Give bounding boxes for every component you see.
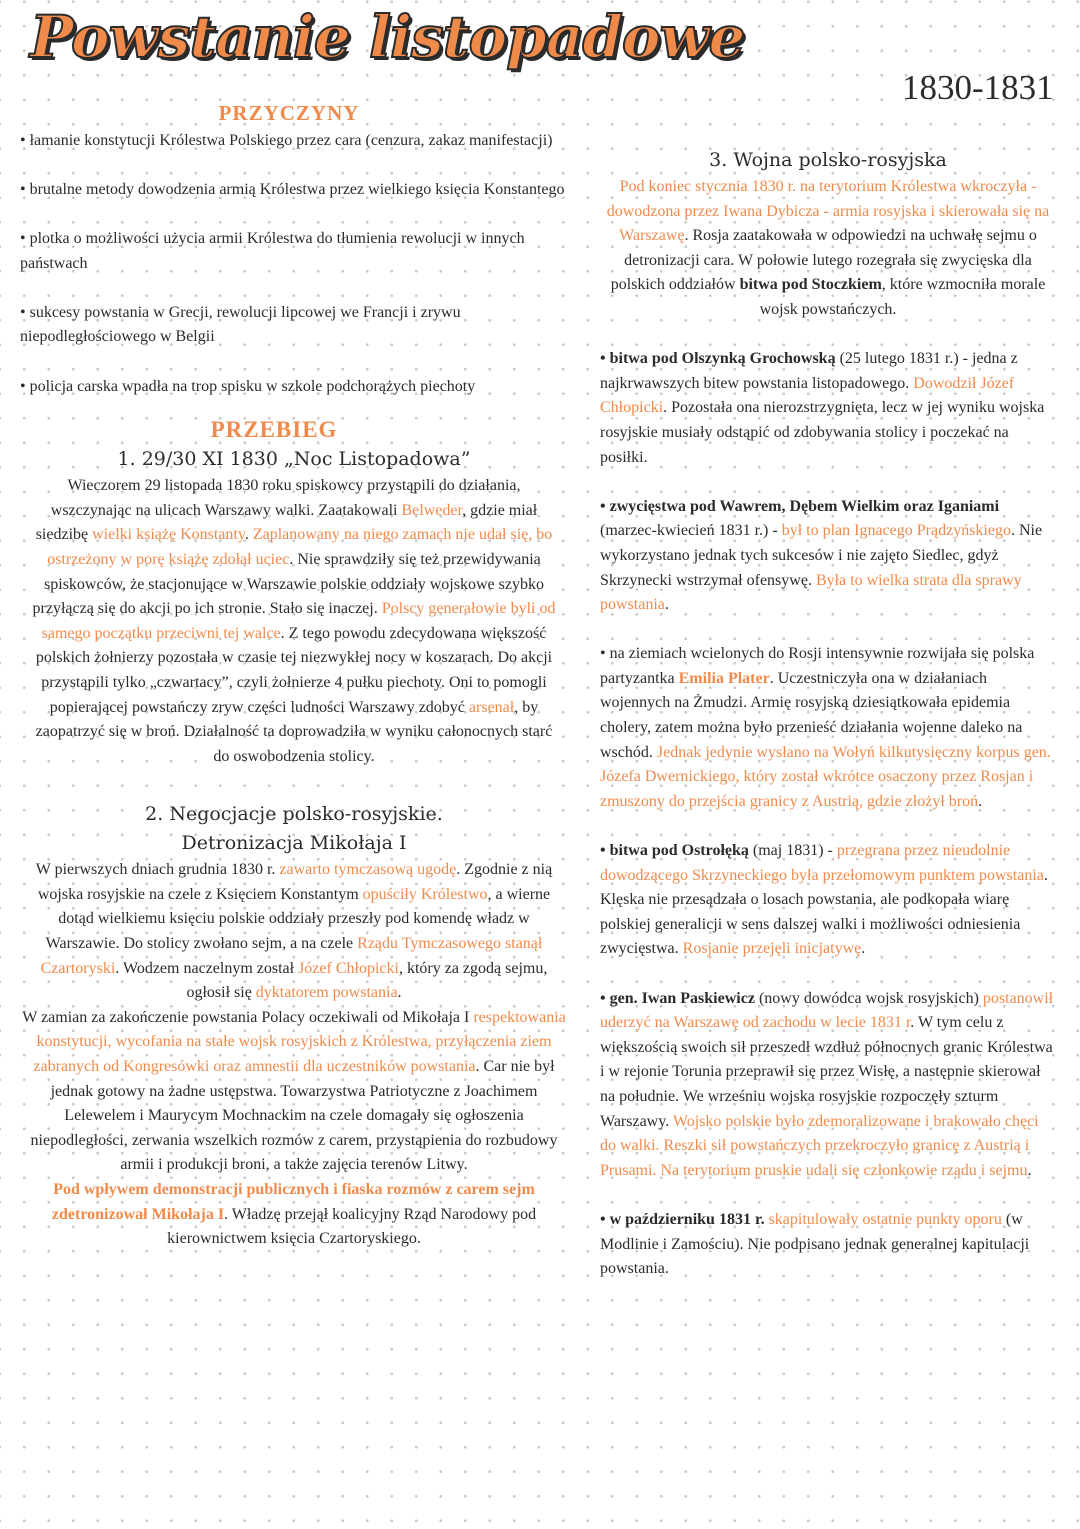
highlight-text: Rządu Tymczasowego stanął Czartoryski — [40, 935, 543, 977]
text-run: . — [664, 596, 669, 614]
highlight-text: Polscy generałowie byli od samego początku przeciwni tej walce — [41, 600, 556, 642]
highlight-text: Pod koniec stycznia 1830 r. na terytorium Królestwa wkroczyła - dowodzona przez Iwana Dybicza - armia rosyjska i skierowała się na Warszawę — [606, 178, 1050, 245]
section-1-text — [20, 474, 568, 769]
highlight-text: Była to wielka strata dla sprawy powstania — [600, 571, 1022, 614]
text-run: . Wodzem naczelnym został — [115, 959, 299, 977]
text-run: W zamian za zakończenie powstania Polacy oczekiwali od Mikołaja I — [22, 1008, 474, 1026]
text-run: . — [1027, 1161, 1032, 1179]
text-run: (maj 1831) - — [748, 842, 837, 860]
przyczyny-list — [20, 129, 568, 399]
text-run: , a wierne dotąd wielkiemu księciu polskie oddziały przeszły pod komendę władz w Warszawie. Do stolicy zwołano sejm, a na czele — [45, 885, 551, 953]
list-item — [600, 987, 1056, 1184]
przebieg-heading: PRZEBIEG — [210, 417, 338, 443]
text-run: . Klęska nie przesądzała o losach powstania, ale podkopała wiarę polskiej generalicji w sens dalszej walki i możliwości odniesienia zwycięstwa. — [600, 866, 1048, 958]
text-run: . Rosja zaatakowała w odpowiedzi na uchwałę sejmu o detronizacji cara. W połowie lutego rozegrała się zwycięska dla polskich oddziałów — [610, 227, 1037, 294]
text-run: , które wzmocniła morale wojsk powstańczych. — [759, 276, 1046, 318]
highlight-text: skapitulowały ostatnie punkty oporu — [768, 1210, 1002, 1228]
section-2-text-1 — [20, 858, 568, 1006]
list-item — [600, 642, 1056, 814]
bold-text: bitwa pod Stoczkiem — [739, 276, 882, 294]
text-run: . — [861, 940, 866, 958]
bold-text: • bitwa pod Ostrołęką — [600, 842, 749, 860]
section-2-heading: 2. Negocjacje polsko-rosyjskie. Detronizacja Mikołaja I — [145, 803, 443, 855]
list-item: • plotka o możliwości użycia armii Królestwa do tłumienia rewolucji w innych państwach — [20, 230, 525, 272]
text-run: . Władzę przejął koalicyjny Rząd Narodowy pod kierownictwem księcia Czartoryskiego. — [167, 1205, 537, 1248]
list-item: • brutalne metody dowodzenia armią Królestwa przez wielkiego księcia Konstantego — [20, 181, 565, 199]
list-item — [600, 495, 1056, 618]
highlight-text: przegrana przez nieudolnie dowodzącego Skrzyneckiego była przełomowym punktem powstania — [600, 842, 1044, 884]
highlight-text: był to plan Ignacego Prądzyńskiego — [781, 522, 1011, 540]
highlight-text: Dowodził Józef Chłopicki — [600, 374, 1015, 417]
text-run: . Car nie był jednak gotowy na żadne ustępstwa. Towarzystwa Patriotyczne z Joachimem Lelewelem i Maurycym Mochnackim na czele domagały się ogłoszenia niepodległości, zerwania wszelkich rozmów z carem, przystąpienia do rozbudowy armii i produkcji broni, a także zajęcia terenów Litwy. — [30, 1058, 558, 1174]
text-run: (25 lutego 1831 r.) - jedna z najkrwawszych bitew powstania listopadowego. — [600, 350, 1018, 392]
list-item — [600, 1208, 1056, 1282]
highlight-text: opuściły Królestwo — [362, 885, 488, 903]
highlight-text: dyktatorem powstania — [255, 984, 398, 1002]
przyczyny-heading: PRZYCZYNY — [218, 101, 360, 125]
years-label: 1830-1831 — [902, 68, 1054, 107]
text-run: . Nie wykorzystano jednak tych sukcesów i nie zajęto Siedlec, gdyż Skrzynecki wstrzymał ofensywę. — [600, 522, 1043, 589]
text-run: . — [397, 984, 402, 1002]
text-run: (w Modlinie i Zamościu). Nie podpisano jednak generalnej kapitulacji powstania. — [600, 1210, 1030, 1278]
text-run: , który za zgodą sejmu, ogłosił się — [186, 959, 548, 1002]
right-column — [600, 146, 1056, 1306]
text-run: . — [244, 526, 253, 544]
text-run: . W tym celu z większością swoich sił przeszedł wzdłuż północnych granic Królestwa i w rejonie Torunia przeprawił się przez Wisłę, a następnie skierował na południe. We wrześniu wojska rosyjskie rozpoczęły szturm Warszawy. — [600, 1014, 1053, 1130]
highlight-text: Zaplanowany na niego zamach nie udał się, bo ostrzeżony w porę książę zdołał uciec — [47, 526, 553, 568]
highlight-text: Jednak jedynie wysłano na Wołyń kilkutysięczny korpus gen. Józefa Dwernickiego, który został wkrótce osaczony przez Rosjan i zmuszony do przejścia granicy z Austrią, gdzie złożył broń — [600, 743, 1051, 810]
highlight-text: respektowania konstytucji, wycofania na stałe wojsk rosyjskich z Królestwa, przyłączenia ziem zabranych od Kongresówki oraz amnestii dla uczestników powstania — [33, 1008, 566, 1076]
text-run: W pierwszych dniach grudnia 1830 r. — [35, 861, 280, 879]
section-3-intro — [600, 175, 1056, 323]
text-run: (marzec-kwiecień 1831 r.) - — [600, 522, 782, 540]
highlight-text: postanowił uderzyć na Warszawę od zachodu w lecie 1831 r — [600, 989, 1054, 1032]
text-run: . Pozostała ona nierozstrzygnięta, lecz w jej wyniku wojska rosyjskie musiały odstąpić od zdobywania stolicy i poczekać na posiłki. — [600, 399, 1045, 466]
list-item — [600, 839, 1056, 962]
highlight-text: arsenał — [468, 698, 515, 716]
bold-text: • zwycięstwa pod Wawrem, Dębem Wielkim oraz Iganiami — [600, 497, 1000, 515]
bold-text: • bitwa pod Olszynką Grochowską — [600, 350, 836, 368]
section-1-heading: 1. 29/30 XI 1830 „Noc Listopadowa” — [117, 448, 471, 471]
highlight-text: Rosjanie przejęli inicjatywę — [682, 940, 862, 958]
bold-text: • gen. Iwan Paskiewicz — [600, 989, 755, 1007]
page-title: Powstanie listopadowe — [30, 3, 745, 71]
text-run: . Uczestniczyła ona w działaniach wojennych na Żmudzi. Armię rosyjską dziesiątkowała epidemia cholery, zatem można było przenieść działania wojenne daleko na wschód. — [600, 669, 1023, 761]
section-3-heading: 3. Wojna polsko-rosyjska — [709, 149, 947, 171]
section-2-text-2 — [20, 1006, 568, 1178]
section-2-text-3 — [20, 1178, 568, 1252]
text-run: . Nie sprawdziły się też przewidywania spiskowców, że stacjonujące w Warszawie polskie oddziały wojskowe szybko przyłączą się do akcji po ich stronie. Stało się inaczej. — [32, 550, 544, 618]
list-item: • policja carska wpadła na trop spisku w szkole podchorążych piechoty — [20, 377, 476, 395]
list-item: • łamanie konstytucji Królestwa Polskiego przez cara (cenzura, zakaz manifestacji) — [20, 132, 553, 149]
text-run: (nowy dowódca wojsk rosyjskich) — [754, 989, 983, 1007]
highlight-text: Belweder — [401, 501, 463, 519]
left-column — [20, 100, 568, 1252]
highlight-text: Pod wpływem demonstracji publicznych i fiaska rozmów z carem sejm zdetronizował Mikołaja I — [51, 1181, 535, 1223]
text-run: , by zaopatrzyć się w broń. Działalność ta doprowadziła w wyniku całonocnych starć do oswobodzenia stolicy. — [35, 698, 553, 765]
text-run: , gdzie miał siedzibę — [35, 501, 538, 544]
text-run: . Zgodnie z nią wojska rosyjskie na czele z Księciem Konstantym — [37, 861, 553, 903]
highlight-text: zawarto tymczasową ugodę — [279, 861, 457, 879]
list-item: • sukcesy powstania w Grecji, rewolucji lipcowej we Francji i zrywu niepodległościowego w Belgii — [20, 303, 461, 346]
text-run: • na ziemiach wcielonych do Rosji intensywnie rozwijała się polska partyzantka — [600, 645, 1035, 687]
text-run: Wieczorem 29 listopada 1830 roku spiskowcy przystąpili do działania, wszczynając na ulicach Warszawy walki. Zaatakowali — [50, 477, 521, 519]
bold-text: • w październiku 1831 r. — [600, 1210, 765, 1228]
highlight-text: Emilia Plater — [678, 669, 770, 687]
highlight-text: Wojsko polskie było zdemoralizowane i brakowało chęci do walki. Reszki sił powstańczych przekroczyło granicę z Austrią i Prusami. Na terytorium pruskie udali się członkowie rządu i sejmu — [600, 1112, 1039, 1179]
highlight-text: Józef Chłopicki — [298, 959, 399, 977]
text-run: . — [978, 792, 983, 810]
list-item — [600, 347, 1056, 470]
text-run: . Z tego powodu zdecydowana większość polskich żołnierzy pozostała w czasie tej niezwykłej nocy w koszarach. Do akcji przystąpili tylko „czwartacy”, czyli żołnierze 4 pułku piechoty. Oni to pomogli popierającej powstańczy zryw części ludności Warszawy zdobyć — [35, 624, 553, 716]
highlight-text: wielki książę Konstanty — [92, 526, 245, 544]
